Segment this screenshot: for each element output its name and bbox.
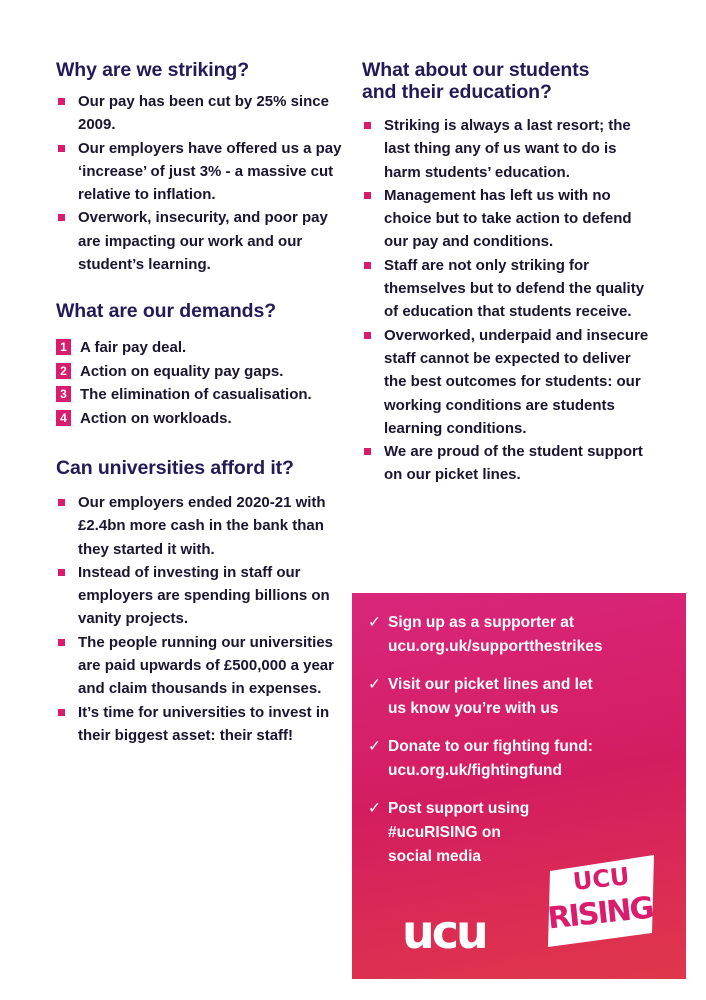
support-item-picket: ✓ Visit our picket lines and let us know you’re with us bbox=[368, 673, 688, 721]
bullet-square-icon bbox=[364, 122, 371, 129]
heading-afford: Can universities afford it? bbox=[56, 457, 294, 479]
checkmark-icon: ✓ bbox=[368, 800, 381, 817]
supporter-link[interactable]: ucu.org.uk/supportthestrikes bbox=[388, 638, 603, 655]
bullet-square-icon bbox=[364, 262, 371, 269]
list-item: Our pay has been cut by 25% since 2009. bbox=[56, 90, 348, 137]
number-badge: 1 bbox=[56, 339, 71, 355]
number-badge: 4 bbox=[56, 410, 71, 426]
list-item: Overwork, insecurity, and poor pay are impacting our work and our student’s learning. bbox=[56, 206, 348, 276]
support-item-social: ✓ Post support using #ucuRISING on social media bbox=[368, 797, 688, 869]
list-item: Staff are not only striking for themselves but to defend the quality of education that students receive. bbox=[362, 254, 654, 324]
bullet-square-icon bbox=[364, 332, 371, 339]
list-item: Striking is always a last resort; the last thing any of us want to do is harm students’ education. bbox=[362, 114, 654, 184]
list-item: Overworked, underpaid and insecure staff cannot be expected to deliver the best outcomes for students: our working conditions are students learning conditions. bbox=[362, 324, 654, 440]
list-why-striking bbox=[56, 90, 348, 276]
list-students bbox=[362, 114, 654, 487]
list-item: The people running our universities are paid upwards of £500,000 a year and claim thousands in expenses. bbox=[56, 631, 348, 701]
rising-logo-bottom-text: RISING bbox=[546, 890, 654, 937]
bullet-square-icon bbox=[58, 499, 65, 506]
demand-item: 3 The elimination of casualisation. bbox=[56, 383, 356, 407]
bullet-square-icon bbox=[58, 709, 65, 716]
ucu-logo: ucu bbox=[402, 905, 486, 959]
list-item: Our employers have offered us a pay ‘increase’ of just 3% - a massive cut relative to inflation. bbox=[56, 137, 348, 207]
support-item-donate: ✓ Donate to our fighting fund: ucu.org.uk/fightingfund bbox=[368, 735, 688, 783]
support-box bbox=[352, 593, 686, 979]
list-afford bbox=[56, 491, 348, 747]
bullet-square-icon bbox=[58, 98, 65, 105]
checkmark-icon: ✓ bbox=[368, 676, 381, 693]
demand-item: 2 Action on equality pay gaps. bbox=[56, 360, 356, 384]
rising-logo-top-text: UCU bbox=[571, 862, 631, 896]
heading-demands: What are our demands? bbox=[56, 300, 277, 322]
list-item: We are proud of the student support on our picket lines. bbox=[362, 440, 654, 487]
support-item-signup: ✓ Sign up as a supporter at ucu.org.uk/supportthestrikes bbox=[368, 611, 688, 659]
checkmark-icon: ✓ bbox=[368, 738, 381, 755]
list-item: Management has left us with no choice but to take action to defend our pay and conditions. bbox=[362, 184, 654, 254]
ucu-rising-logo bbox=[546, 851, 658, 951]
demand-item: 4 Action on workloads. bbox=[56, 407, 356, 431]
number-badge: 3 bbox=[56, 386, 71, 402]
list-item: Instead of investing in staff our employers are spending billions on vanity projects. bbox=[56, 561, 348, 631]
bullet-square-icon bbox=[364, 192, 371, 199]
demand-item: 1 A fair pay deal. bbox=[56, 336, 356, 360]
list-demands bbox=[56, 336, 356, 430]
bullet-square-icon bbox=[58, 569, 65, 576]
bullet-square-icon bbox=[58, 145, 65, 152]
bullet-square-icon bbox=[364, 448, 371, 455]
fighting-fund-link[interactable]: ucu.org.uk/fightingfund bbox=[388, 762, 562, 779]
heading-students: What about our students and their education? bbox=[362, 59, 590, 103]
list-item: It’s time for universities to invest in their biggest asset: their staff! bbox=[56, 701, 348, 748]
bullet-square-icon bbox=[58, 214, 65, 221]
heading-why-striking: Why are we striking? bbox=[56, 59, 250, 81]
list-item: Our employers ended 2020-21 with £2.4bn more cash in the bank than they started it with. bbox=[56, 491, 348, 561]
checkmark-icon: ✓ bbox=[368, 614, 381, 631]
number-badge: 2 bbox=[56, 363, 71, 379]
bullet-square-icon bbox=[58, 639, 65, 646]
